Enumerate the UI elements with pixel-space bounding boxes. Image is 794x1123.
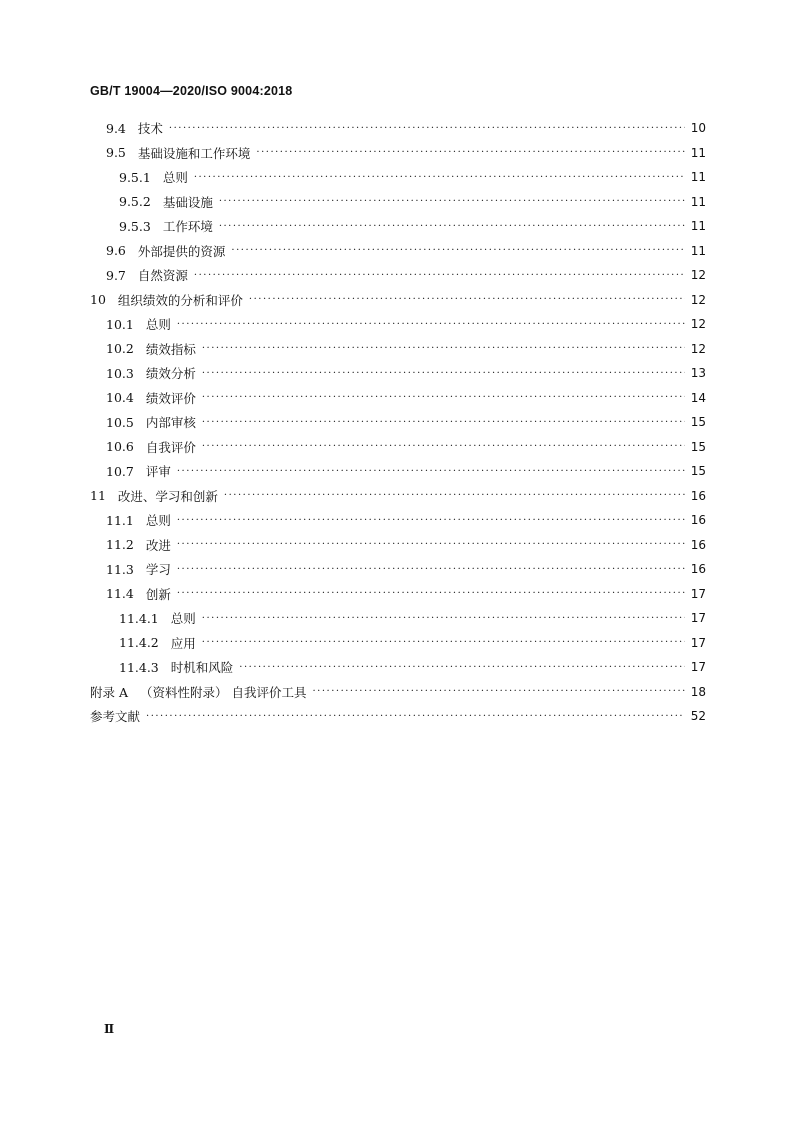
toc-leader-dots — [202, 417, 685, 428]
toc-entry[interactable] — [90, 263, 706, 288]
toc-entry-page: 11 — [690, 170, 706, 185]
toc-entry[interactable] — [90, 190, 706, 215]
toc-entry-page: 12 — [690, 341, 706, 356]
toc-entry-title: 改进、学习和创新 — [117, 488, 218, 504]
toc-leader-dots — [194, 172, 685, 183]
toc-entry[interactable] — [90, 606, 706, 631]
toc-entry-page: 16 — [690, 513, 706, 528]
toc-entry[interactable] — [90, 361, 706, 386]
toc-entry-number: 9.4 — [106, 120, 126, 136]
toc-entry-page: 15 — [690, 439, 706, 454]
toc-leader-dots — [224, 490, 685, 501]
toc-entry[interactable] — [90, 655, 706, 680]
toc-entry-page: 17 — [690, 660, 706, 675]
toc-entry-page: 14 — [690, 390, 706, 405]
toc-entry[interactable] — [90, 533, 706, 558]
toc-leader-dots — [146, 711, 685, 722]
toc-entry-number: 11 — [90, 488, 106, 504]
toc-entry-title: 技术 — [137, 121, 163, 137]
toc-entry-title: 基础设施和工作环境 — [137, 145, 251, 161]
toc-entry-number: 11.4.1 — [119, 610, 159, 626]
toc-entry-title: 组织绩效的分析和评价 — [117, 292, 243, 308]
toc-leader-dots — [177, 466, 685, 477]
toc-entry-page: 11 — [690, 219, 706, 234]
toc-entry-page: 11 — [690, 243, 706, 258]
toc-entry-title: 基础设施 — [162, 194, 213, 210]
toc-entry[interactable] — [90, 435, 706, 460]
toc-entry-number: 11.2 — [106, 537, 134, 553]
toc-entry-title: 总则 — [162, 170, 188, 186]
toc-entry-page: 16 — [690, 488, 706, 503]
toc-entry-number: 11.4.3 — [119, 659, 159, 675]
toc-leader-dots — [219, 221, 685, 232]
toc-leader-dots — [202, 613, 685, 624]
toc-entry-number: 9.5 — [106, 145, 126, 161]
toc-entry-page: 18 — [690, 684, 706, 699]
toc-entry-page: 12 — [690, 268, 706, 283]
toc-entry-title: 应用 — [170, 635, 196, 651]
toc-entry-number: 9.5.2 — [119, 194, 151, 210]
toc-entry-number: 10.6 — [106, 439, 134, 455]
toc-entry-number: 11.4 — [106, 586, 134, 602]
toc-entry-page: 17 — [690, 611, 706, 626]
toc-entry-number: 10.1 — [106, 316, 134, 332]
toc-entry-title: 总则 — [170, 611, 196, 627]
toc-leader-dots — [313, 686, 685, 697]
toc-entry-number: 11.3 — [106, 561, 134, 577]
toc-entry-number: 10.2 — [106, 341, 134, 357]
toc-entry-title: 自我评价 — [145, 439, 196, 455]
toc-entry-title: 内部审核 — [145, 415, 196, 431]
toc-entry-title: 创新 — [145, 586, 171, 602]
toc-leader-dots — [202, 343, 685, 354]
toc-entry-number: 10.4 — [106, 390, 134, 406]
toc-leader-dots — [177, 564, 685, 575]
toc-entry[interactable] — [90, 165, 706, 190]
toc-entry-page: 15 — [690, 464, 706, 479]
toc-entry-number: 11.4.2 — [119, 635, 159, 651]
toc-leader-dots — [202, 392, 685, 403]
toc-entry-page: 12 — [690, 292, 706, 307]
toc-entry-page: 16 — [690, 562, 706, 577]
toc-entry[interactable] — [90, 214, 706, 239]
toc-entry-page: 13 — [690, 366, 706, 381]
toc-entry[interactable] — [90, 484, 706, 509]
toc-entry-number: 9.7 — [106, 267, 126, 283]
toc-leader-dots — [256, 147, 684, 158]
toc-entry-number: 9.5.1 — [119, 169, 151, 185]
toc-entry-title: 自然资源 — [137, 268, 188, 284]
toc-leader-dots — [239, 662, 684, 673]
toc-leader-dots — [249, 294, 685, 305]
toc-entry-title: 绩效评价 — [145, 390, 196, 406]
toc-entry-number: 10.3 — [106, 365, 134, 381]
toc-entry-number: 10.7 — [106, 463, 134, 479]
toc-entry[interactable] — [90, 680, 706, 705]
toc-entry[interactable] — [90, 386, 706, 411]
toc-entry-page: 15 — [690, 415, 706, 430]
toc-entry-page: 10 — [690, 121, 706, 136]
toc-entry[interactable] — [90, 141, 706, 166]
toc-leader-dots — [177, 515, 685, 526]
toc-entry-title: 改进 — [145, 537, 171, 553]
toc-entry[interactable] — [90, 557, 706, 582]
toc-entry-title: 学习 — [145, 562, 171, 578]
toc-entry-number: 附录 A — [90, 684, 129, 700]
toc-leader-dots — [177, 539, 685, 550]
toc-entry-number: 10 — [90, 292, 106, 308]
standard-code-header: GB/T 19004—2020/ISO 9004:2018 — [90, 84, 293, 98]
toc-entry-title: 评审 — [145, 464, 171, 480]
toc-entry-title: 外部提供的资源 — [137, 243, 226, 259]
toc-leader-dots — [194, 270, 685, 281]
toc-entry-title: 总则 — [145, 513, 171, 529]
toc-entry-page: 12 — [690, 317, 706, 332]
table-of-contents — [90, 116, 706, 729]
toc-entry[interactable] — [90, 459, 706, 484]
toc-entry-title: 参考文献 — [90, 709, 141, 725]
toc-leader-dots — [202, 637, 685, 648]
toc-leader-dots — [177, 319, 685, 330]
toc-leader-dots — [169, 123, 685, 134]
toc-entry-page: 11 — [690, 145, 706, 160]
toc-entry-page: 17 — [690, 586, 706, 601]
toc-entry[interactable] — [90, 631, 706, 656]
toc-entry[interactable] — [90, 410, 706, 435]
toc-entry[interactable] — [90, 508, 706, 533]
toc-entry[interactable] — [90, 239, 706, 264]
toc-leader-dots — [202, 368, 685, 379]
toc-entry-page: 17 — [690, 635, 706, 650]
toc-entry-number: 9.5.3 — [119, 218, 151, 234]
toc-leader-dots — [219, 196, 685, 207]
toc-leader-dots — [202, 441, 685, 452]
toc-entry-page: 16 — [690, 537, 706, 552]
toc-entry-title: 绩效分析 — [145, 366, 196, 382]
toc-entry[interactable] — [90, 312, 706, 337]
toc-entry[interactable] — [90, 288, 706, 313]
toc-entry-title: （资料性附录） 自我评价工具 — [140, 684, 307, 700]
page-number: Ⅱ — [104, 1022, 115, 1036]
toc-entry[interactable] — [90, 704, 706, 729]
toc-entry-number: 10.5 — [106, 414, 134, 430]
toc-entry[interactable] — [90, 116, 706, 141]
toc-entry-title: 时机和风险 — [170, 660, 234, 676]
toc-entry-page: 11 — [690, 194, 706, 209]
toc-leader-dots — [231, 245, 684, 256]
toc-entry-page: 52 — [690, 709, 706, 724]
toc-entry[interactable] — [90, 337, 706, 362]
toc-leader-dots — [177, 588, 685, 599]
toc-entry-number: 11.1 — [106, 512, 134, 528]
toc-entry-title: 绩效指标 — [145, 341, 196, 357]
toc-entry-title: 工作环境 — [162, 219, 213, 235]
toc-entry-title: 总则 — [145, 317, 171, 333]
toc-entry-number: 9.6 — [106, 243, 126, 259]
toc-entry[interactable] — [90, 582, 706, 607]
